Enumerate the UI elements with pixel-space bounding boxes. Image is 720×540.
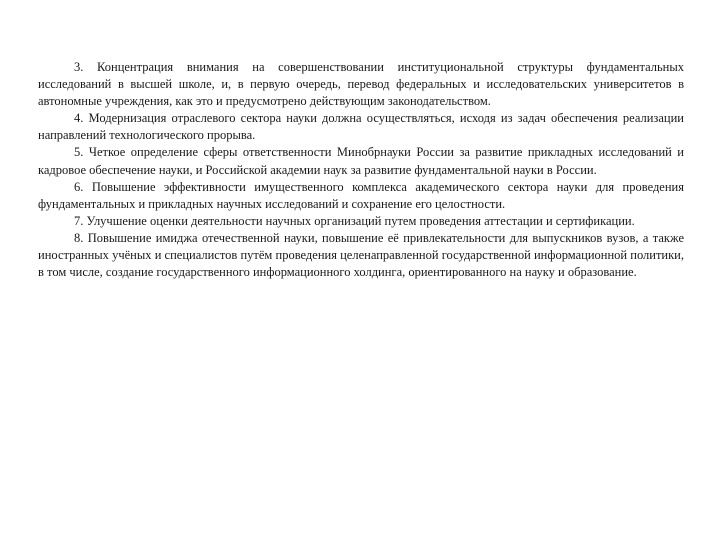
paragraph-item-7: 7. Улучшение оценки деятельности научных организаций путем проведения аттестации и сертификации. (74, 213, 635, 228)
paragraph-item-6: 6. Повышение эффективности имущественного комплекса академического сектора науки для проведения фундаментальных и прикладных научных исследований и сохранение его целостности. (38, 179, 684, 211)
paragraph-item-8: 8. Повышение имиджа отечественной науки, повышение её привлекательности для выпускников вузов, а также иностранных учёных и специалистов путём проведения целенаправленной государственной информационной политики, в том числе, создание государственного информационного холдинга, ориентированного на науку и образование. (38, 230, 684, 280)
paragraph-item-4: 4. Модернизация отраслевого сектора науки должна осуществляться, исходя из задач обеспечения реализации направлений технологического прорыва. (38, 111, 684, 143)
paragraph-item-5: 5. Четкое определение сферы ответственности Минобрнауки России за развитие прикладных исследований и кадровое обеспечение науки, и Российской академии наук за развитие фундаментальной науки в России. (38, 145, 684, 177)
paragraph-item-3: 3. Концентрация внимания на совершенствовании институциональной структуры фундаментальных исследований в высшей школе, и, в первую очередь, перевод федеральных и исследовательских университетов в автономные учреждения, как это и предусмотрено действующим законодательством. (38, 60, 684, 109)
